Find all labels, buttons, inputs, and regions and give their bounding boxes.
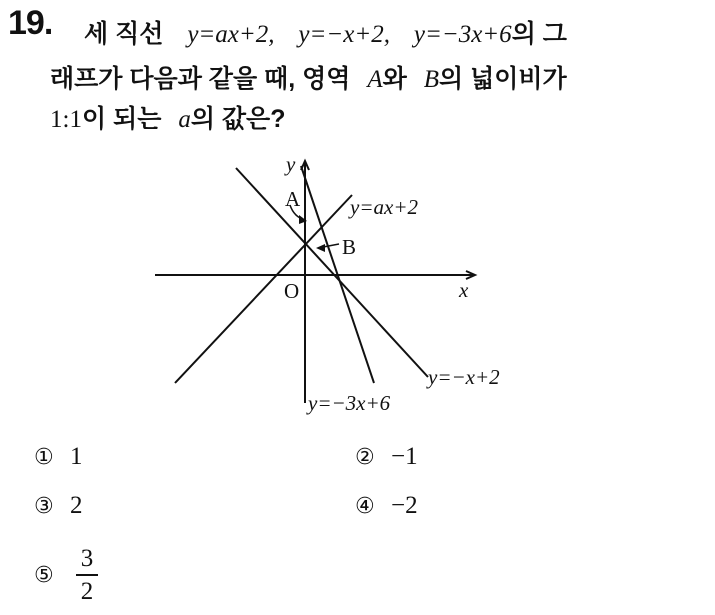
region-b-label: B: [342, 235, 357, 259]
choice-value: 2: [70, 492, 83, 519]
pointer-b-head: [316, 244, 325, 252]
question-text: 와: [382, 65, 407, 93]
question-text: 의 넓이비가: [439, 65, 567, 93]
choice-mark: ③: [34, 494, 54, 519]
choice-value: −1: [391, 443, 418, 470]
y-axis-label: y: [286, 152, 296, 176]
choice-2[interactable]: [355, 443, 418, 471]
fraction-denominator: 2: [80, 577, 94, 605]
choice-5-fraction[interactable]: [76, 545, 98, 605]
choice-value: 1: [70, 443, 83, 470]
choice-mark: ⑤: [34, 563, 54, 588]
fraction-bar: [76, 574, 98, 576]
equation-ax: y=ax+2,: [187, 21, 275, 48]
line-y-ax-plus-2: [175, 195, 352, 383]
fraction-numerator: 3: [80, 545, 94, 572]
line-neg-3x-label: y=−3x+6: [308, 391, 391, 415]
question-text: 세 직선: [84, 20, 164, 48]
question-text: 이 되는: [81, 105, 162, 133]
line-neg-x-label: y=−x+2: [428, 365, 500, 389]
choice-5[interactable]: [34, 561, 56, 589]
ratio: 1:1: [50, 106, 82, 133]
equation-neg-3x: y=−3x+6: [413, 21, 512, 48]
choice-mark: ②: [355, 445, 375, 470]
variable-a: a: [178, 106, 191, 133]
choice-mark: ④: [355, 494, 375, 519]
question-text: 의 값은?: [190, 105, 286, 133]
choice-4[interactable]: [355, 492, 418, 520]
choice-3[interactable]: [34, 492, 83, 520]
question-number: 19.: [8, 4, 53, 42]
line-ax-label: y=ax+2: [350, 195, 418, 219]
origin-label: O: [284, 279, 300, 303]
question-text: 의 그: [511, 20, 567, 48]
choice-mark: ①: [34, 445, 54, 470]
question-text: 래프가 다음과 같을 때, 영역: [50, 65, 351, 93]
choice-value: −2: [391, 492, 418, 519]
x-axis-label: x: [459, 278, 469, 302]
region-a-label: A: [285, 187, 301, 211]
equation-neg-x: y=−x+2,: [298, 21, 390, 48]
choice-1[interactable]: [34, 443, 83, 471]
region-a-var: A: [367, 66, 383, 93]
region-b-var: B: [423, 66, 440, 93]
